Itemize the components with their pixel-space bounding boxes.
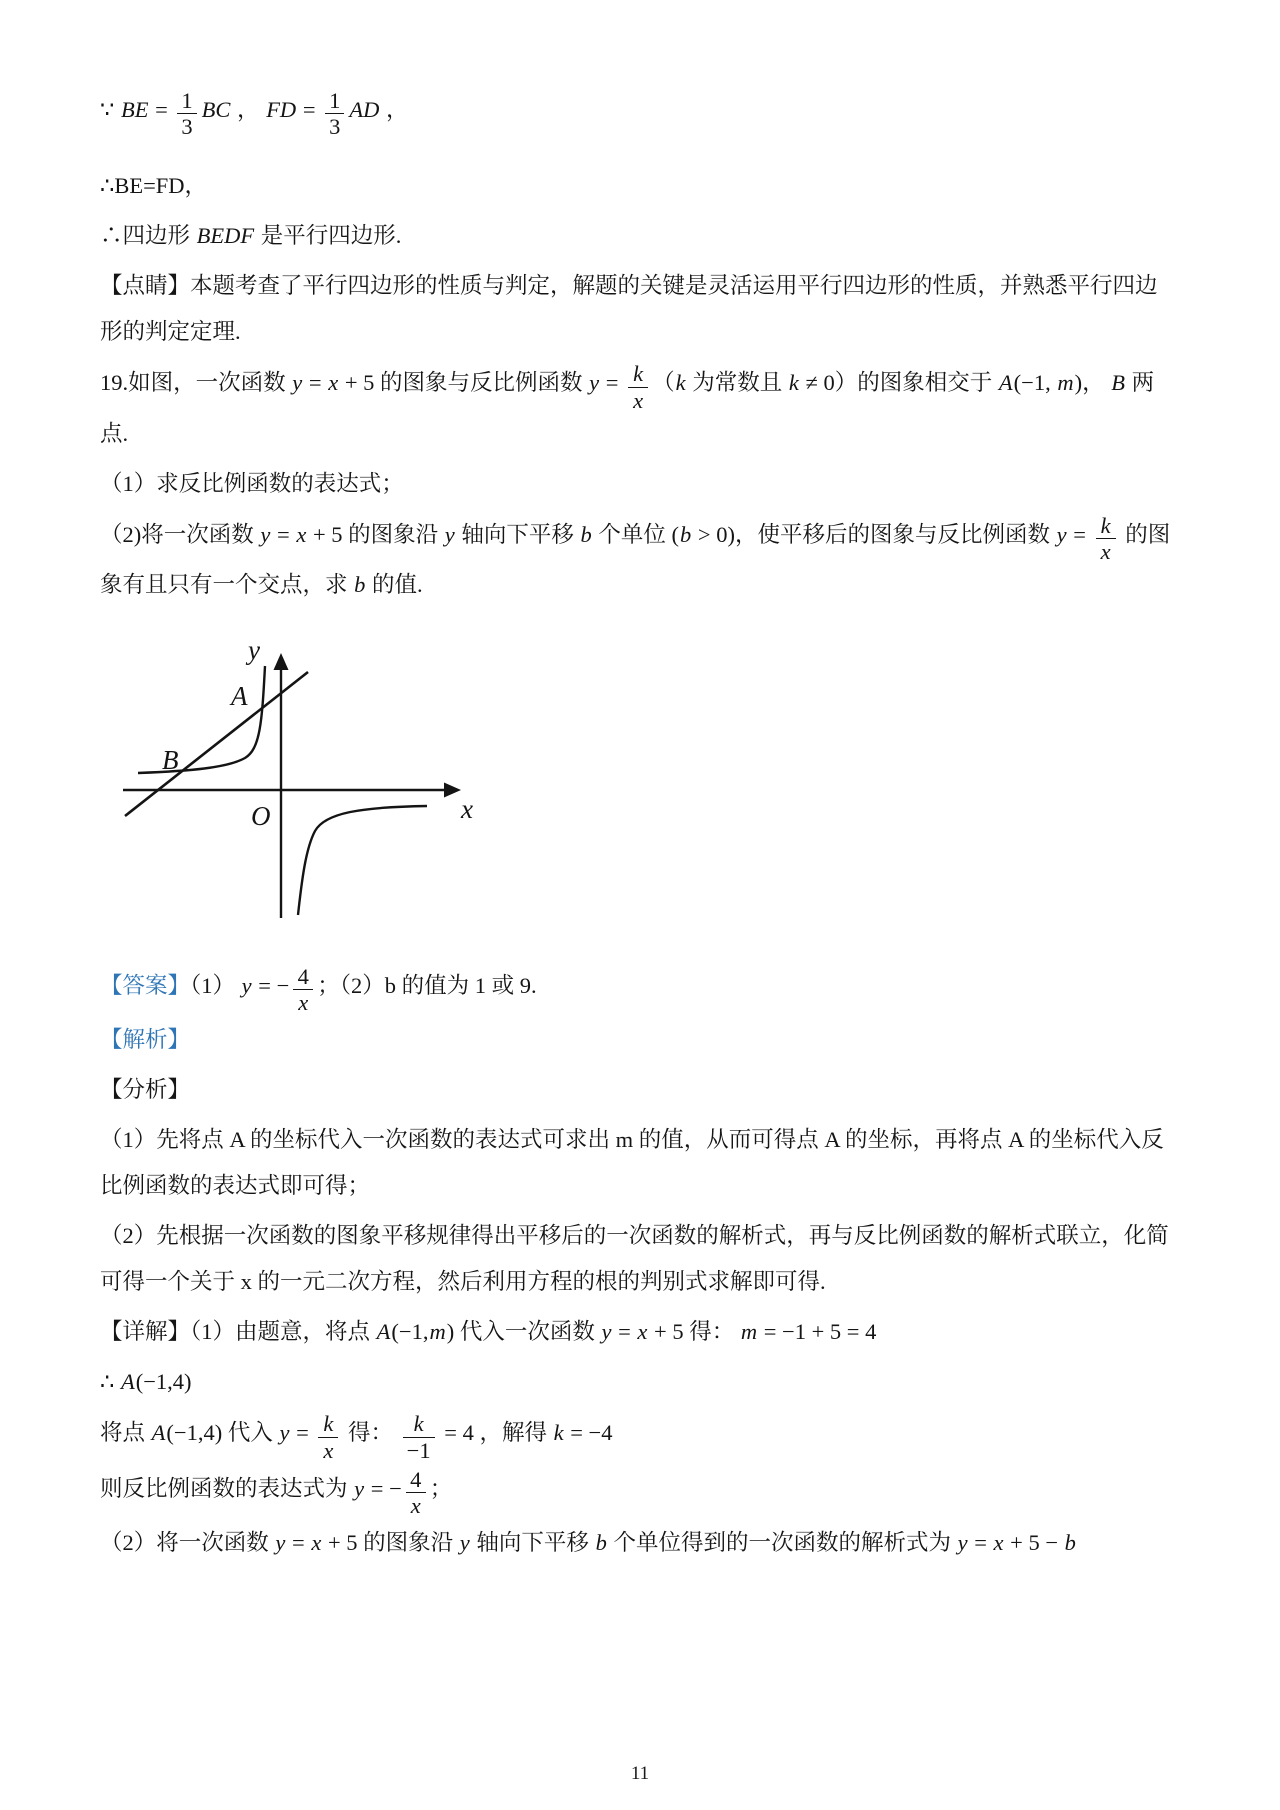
- math-run: y: [601, 1319, 612, 1345]
- math-run: k: [788, 370, 799, 396]
- text-run: （1）先将点 A 的坐标代入一次函数的表达式可求出 m 的值，从而可得点 A 的坐标，再将点 A 的坐标代入反比例函数的表达式即可得；: [100, 1127, 1164, 1199]
- text-run: （2)将一次函数: [100, 521, 260, 547]
- origin-label: O: [251, 801, 271, 831]
- fraction-denominator: [403, 1437, 435, 1463]
- math-run: BEDF: [196, 223, 255, 249]
- text-run: ∴BE=FD，: [100, 173, 208, 199]
- math-run: A: [376, 1319, 391, 1345]
- fraction: [403, 1411, 435, 1462]
- fraction-numerator: [409, 1411, 429, 1436]
- text-run: 1: [181, 88, 193, 113]
- math-run: AD: [349, 96, 380, 122]
- graph-svg: [90, 628, 480, 926]
- math-run: x: [323, 1437, 334, 1463]
- text-run: 4: [410, 1466, 422, 1492]
- text-run: =: [149, 96, 174, 122]
- answer-line: [100, 962, 1172, 1016]
- fraction-numerator: [406, 1467, 425, 1492]
- fraction-denominator: [318, 1437, 338, 1463]
- math-run: y: [260, 521, 271, 547]
- text-run: = −: [365, 1475, 402, 1501]
- math-run: b: [354, 572, 366, 598]
- math-run: y: [292, 370, 303, 396]
- text-run: + 5 的图象与反比例函数: [339, 370, 589, 396]
- text-run: 【点睛】本题考查了平行四边形的性质与判定，解题的关键是灵活运用平行四边形的性质，并熟悉平行四边形的判定定理.: [100, 273, 1158, 345]
- math-run: y: [354, 1475, 365, 1501]
- text-run: + 5 的图象沿: [322, 1530, 459, 1556]
- fraction: [177, 88, 196, 139]
- math-run: A: [120, 1369, 135, 1395]
- math-run: x: [328, 370, 339, 396]
- point-a-label: A: [231, 681, 248, 711]
- math-run: FD: [266, 96, 297, 122]
- text-run: ≠ 0）的图象相交于: [799, 370, 998, 396]
- math-run: k: [633, 361, 644, 387]
- detail-part-1: [100, 1309, 1172, 1355]
- math-run: b: [580, 521, 592, 547]
- y-axis-arrow: [274, 653, 289, 670]
- fraction-denominator: [406, 1492, 426, 1518]
- text-run: + 5 的图象沿: [307, 521, 444, 547]
- blue-label-run: 【解析】: [100, 1027, 191, 1053]
- math-run: k: [675, 370, 686, 396]
- fraction-denominator: [293, 989, 313, 1015]
- math-run: b: [595, 1530, 607, 1556]
- fraction-numerator: [318, 1411, 338, 1436]
- fraction: [293, 964, 313, 1015]
- text-run: )，: [1074, 370, 1111, 396]
- math-run: k: [553, 1420, 564, 1446]
- math-run: y: [241, 972, 252, 998]
- function-graph-figure: [90, 628, 480, 926]
- math-run: y: [589, 370, 600, 396]
- math-run: y: [1056, 521, 1067, 547]
- text-run: ∵: [100, 96, 120, 122]
- x-axis-arrow: [444, 783, 461, 798]
- text-run: （1）求反比例函数的表达式；: [100, 470, 404, 496]
- text-run: 3: [181, 114, 193, 140]
- fraction-denominator: [1096, 538, 1116, 564]
- substitute-line: [100, 1409, 1172, 1463]
- text-run: =: [290, 1420, 315, 1446]
- math-run: y: [957, 1530, 968, 1556]
- text-run: (−1,4) 代入: [166, 1420, 279, 1446]
- text-run: =: [297, 96, 322, 122]
- fenxi-label: [100, 1067, 1172, 1113]
- math-run: BE: [120, 96, 149, 122]
- page-number: 11: [630, 1763, 650, 1784]
- math-run: x: [410, 1492, 421, 1518]
- fraction-numerator: [325, 88, 344, 113]
- text-run: 将点: [100, 1420, 151, 1446]
- fraction-numerator: [628, 361, 648, 386]
- text-run: 的图象有且只有一个交点，求: [100, 521, 1171, 598]
- content-below-figure: [100, 962, 1172, 1570]
- text-run: 的值.: [366, 572, 423, 598]
- math-run: x: [311, 1530, 322, 1556]
- fraction: [325, 88, 344, 139]
- analysis-part-2: [100, 1213, 1172, 1305]
- x-axis-label: x: [461, 794, 473, 824]
- tip-paragraph: [100, 263, 1172, 355]
- text-run: ∴: [100, 1369, 120, 1395]
- math-run: y: [279, 1420, 290, 1446]
- point-a-line: [100, 1359, 1172, 1405]
- text-run: 3: [329, 114, 341, 140]
- text-run: 【分析】: [100, 1077, 191, 1103]
- text-run: ；（2）b 的值为 1 或 9.: [317, 972, 537, 998]
- math-run: k: [413, 1411, 424, 1437]
- text-run: =: [303, 370, 328, 396]
- math-run: m: [429, 1319, 446, 1345]
- text-run: = −1 + 5 = 4: [758, 1319, 877, 1345]
- text-run: 个单位 (: [592, 521, 680, 547]
- text-run: ∴四边形: [100, 223, 196, 249]
- math-run: y: [459, 1530, 470, 1556]
- text-run: 得：: [342, 1420, 399, 1446]
- math-run: x: [1100, 538, 1111, 564]
- text-run: 【详解】（1）由题意，将点: [100, 1319, 376, 1345]
- detail-part-2: [100, 1520, 1172, 1566]
- text-run: (−1,4): [135, 1369, 192, 1395]
- math-run: A: [998, 370, 1013, 396]
- text-run: = −: [252, 972, 290, 998]
- blue-label-run: 【答案】: [100, 972, 191, 998]
- math-run: m: [740, 1319, 758, 1345]
- math-run: B: [1111, 370, 1125, 396]
- question-19: [100, 359, 1172, 456]
- math-run: m: [1057, 370, 1074, 396]
- math-run: x: [633, 387, 644, 413]
- text-run: 个单位得到的一次函数的解析式为: [607, 1530, 957, 1556]
- text-run: （2）先根据一次函数的图象平移规律得出平移后的一次函数的解析式，再与反比例函数的解析式联立，化简可得一个关于 x 的一元二次方程，然后利用方程的根的判别式求解即可得.: [100, 1223, 1169, 1295]
- text-run: (−1,: [1013, 370, 1057, 396]
- math-run: b: [680, 521, 692, 547]
- text-run: = 4 ，解得: [438, 1420, 553, 1446]
- text-run: =: [286, 1530, 311, 1556]
- text-run: （1）: [190, 972, 241, 998]
- math-run: BC: [201, 96, 231, 122]
- hyperbola-lower-branch: [298, 806, 427, 915]
- text-run: =: [968, 1530, 993, 1556]
- fraction-numerator: [1096, 513, 1116, 538]
- text-run: ；: [429, 1475, 453, 1501]
- text-run: ，: [380, 96, 409, 122]
- text-run: =: [600, 370, 625, 396]
- math-run: x: [296, 521, 307, 547]
- sub-question-2: [100, 511, 1172, 608]
- math-run: k: [1100, 512, 1111, 538]
- fraction: [406, 1467, 426, 1518]
- text-run: =: [612, 1319, 637, 1345]
- text-run: + 5 −: [1004, 1530, 1064, 1556]
- math-run: y: [275, 1530, 286, 1556]
- text-run: （: [652, 370, 675, 396]
- y-axis-label: y: [248, 635, 260, 665]
- text-run: + 5 得：: [648, 1319, 740, 1345]
- math-run: x: [993, 1530, 1004, 1556]
- text-run: 是平行四边形.: [255, 223, 402, 249]
- analysis-part-1: [100, 1117, 1172, 1209]
- text-run: −1: [406, 1437, 431, 1463]
- figure-wrapper: [100, 608, 1172, 926]
- fraction-denominator: [628, 387, 648, 413]
- inverse-function-line: [100, 1465, 1172, 1516]
- fraction-numerator: [294, 964, 313, 989]
- text-run: =: [271, 521, 296, 547]
- given-ratios-line: [100, 86, 1172, 140]
- point-b-label: B: [162, 745, 179, 775]
- text-run: > 0)，使平移后的图象与反比例函数: [692, 521, 1056, 547]
- math-run: x: [298, 990, 309, 1016]
- content-above-figure: [100, 86, 1172, 612]
- text-run: 19.如图，一次函数: [100, 370, 292, 396]
- jiexi-label: [100, 1017, 1172, 1063]
- text-run: ) 代入一次函数: [446, 1319, 601, 1345]
- conclusion-parallelogram: [100, 213, 1172, 259]
- text-run: 则反比例函数的表达式为: [100, 1475, 354, 1501]
- text-run: 轴向下平移: [455, 521, 580, 547]
- text-run: 1: [329, 88, 341, 113]
- fraction-numerator: [177, 88, 196, 113]
- fraction: [628, 361, 648, 412]
- text-run: =: [1067, 521, 1092, 547]
- text-run: 轴向下平移: [470, 1530, 595, 1556]
- text-run: ，: [231, 96, 266, 122]
- fraction-denominator: [177, 113, 196, 139]
- math-run: b: [1064, 1530, 1076, 1556]
- math-run: k: [323, 1411, 334, 1437]
- text-run: = −4: [564, 1420, 613, 1446]
- text-run: 4: [297, 964, 309, 989]
- math-run: y: [444, 521, 455, 547]
- text-run: (−1,: [391, 1319, 429, 1345]
- math-run: x: [637, 1319, 648, 1345]
- fraction-denominator: [325, 113, 344, 139]
- sub-question-1: [100, 461, 1172, 507]
- conclusion-be-fd: [100, 163, 1172, 209]
- math-run: A: [151, 1420, 166, 1446]
- text-run: 为常数且: [686, 370, 788, 396]
- text-run: （2）将一次函数: [100, 1530, 275, 1556]
- fraction: [318, 1411, 338, 1462]
- fraction: [1096, 513, 1116, 564]
- text-run: 两点.: [100, 370, 1155, 446]
